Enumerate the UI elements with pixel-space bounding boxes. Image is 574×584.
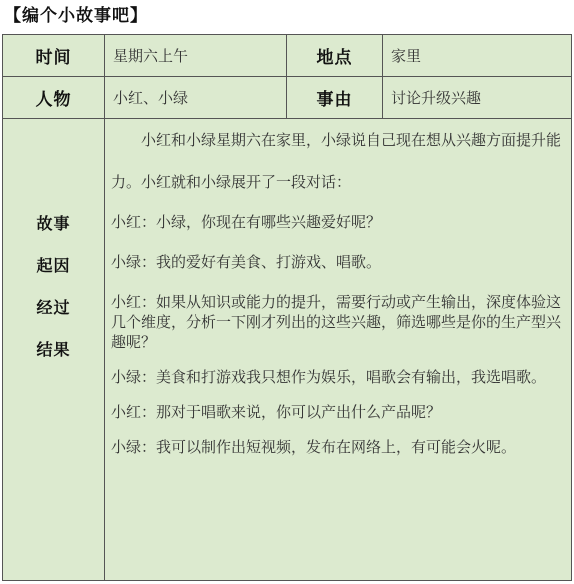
page-title: 【编个小故事吧】 (4, 6, 148, 26)
story-intro: 小红和小绿星期六在家里，小绿说自己现在想从兴趣方面提升能力。小红就和小绿展开了一段对话： (111, 131, 562, 191)
story-label: 故事 (36, 214, 71, 233)
story-table (2, 34, 572, 581)
event-label: 事由 (316, 90, 353, 110)
dialogue-line: 小红：小绿，你现在有哪些兴趣爱好呢？ (111, 213, 382, 231)
time-label: 时间 (35, 48, 72, 68)
dialogue-line: 小绿：美食和打游戏我只想作为娱乐，唱歌会有输出，我选唱歌。 (111, 368, 547, 386)
dialogue-line: 小绿：我可以制作出短视频，发布在网络上，有可能会火呢。 (111, 438, 517, 456)
dialogue-line: 小红：那对于唱歌来说，你可以产出什么产品呢？ (111, 403, 442, 421)
story-element-labels (3, 213, 104, 381)
dialogue-line: 小绿：我的爱好有美食、打游戏、唱歌。 (111, 253, 382, 271)
event-value: 讨论升级兴趣 (391, 89, 482, 107)
place-value: 家里 (391, 47, 422, 65)
people-label: 人物 (35, 90, 72, 110)
place-label: 地点 (316, 48, 353, 68)
story-content (111, 121, 565, 457)
story-label: 经过 (36, 298, 71, 317)
dialogue-line: 小红：如果从知识或能力的提升，需要行动或产生输出，深度体验这几个维度，分析一下刚才列出的这些兴趣，筛选哪些是你的生产型兴趣呢？ (111, 293, 562, 351)
story-label: 起因 (36, 256, 71, 275)
people-value: 小红、小绿 (113, 89, 189, 107)
story-label: 结果 (36, 340, 71, 359)
time-value: 星期六上午 (113, 47, 189, 65)
